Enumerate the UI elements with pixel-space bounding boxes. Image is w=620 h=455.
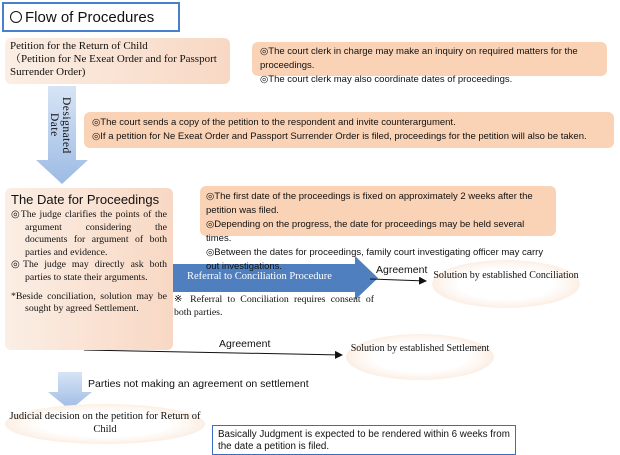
proceedings-note: ◎Depending on the progress, the date for proceedings may be held several times. — [206, 219, 525, 244]
date-for-proceedings-box — [5, 188, 173, 350]
settlement-note: *Beside conciliation, solution may be sought by agreed Settlement. — [11, 290, 167, 315]
proceedings-note: ◎The first date of the proceedings is fixed on approximately 2 weeks after the petition was filed. — [206, 191, 533, 216]
proceedings-note: ◎Between the dates for proceedings, family court investigating officer may carry out investigations. — [206, 247, 544, 272]
solution-conciliation: Solution by established Conciliation — [432, 260, 580, 308]
referral-consent-note: ※ Referral to Conciliation requires consent of both parties. — [174, 294, 374, 318]
designated-date-label: Designated Date — [48, 96, 72, 154]
petition-box — [5, 38, 230, 84]
proceedings-item: ◎The judge may directly ask both parties to state their arguments. — [11, 259, 167, 283]
referral-label: Referral to Conciliation Procedure — [187, 271, 332, 282]
court-note: ◎The court sends a copy of the petition to the respondent and invite counterargument. — [92, 117, 456, 128]
agreement-label-1: Agreement — [376, 264, 428, 276]
agreement-arrow-2 — [84, 350, 342, 355]
court-notes — [84, 112, 614, 148]
agreement-label-2: Agreement — [219, 338, 271, 350]
page-title — [2, 2, 180, 32]
date-for-proceedings-heading: The Date for Proceedings — [11, 192, 160, 207]
clerk-note: ◎The court clerk may also coordinate dates of proceedings. — [260, 74, 513, 85]
circle-icon — [10, 11, 22, 23]
solution-settlement: Solution by established Settlement — [346, 334, 494, 380]
judgment-note: Basically Judgment is expected to be rendered within 6 weeks from the date a petition is filed. — [212, 425, 516, 455]
clerk-note: ◎The court clerk in charge may make an inquiry on required matters for the proceedings. — [260, 46, 578, 71]
proceedings-item: ◎The judge clarifies the points of the argument considering the documents for argument of both parties and evidence. — [11, 209, 167, 258]
clerk-notes — [252, 42, 607, 85]
petition-subtitle: （Petition for Ne Exeat Order and for Passport Surrender Order) — [10, 53, 217, 78]
parties-no-agreement-label: Parties not making an agreement on settlement — [88, 378, 309, 390]
judicial-decision: Judicial decision on the petition for Return of Child — [5, 404, 205, 444]
petition-title: Petition for the Return of Child — [10, 40, 148, 52]
agreement-arrow-1 — [370, 279, 426, 281]
page-title-text: Flow of Procedures — [25, 9, 155, 26]
court-note: ◎If a petition for Ne Exeat Order and Passport Surrender Order is filed, proceedings for the petition will also be taken. — [92, 131, 587, 142]
